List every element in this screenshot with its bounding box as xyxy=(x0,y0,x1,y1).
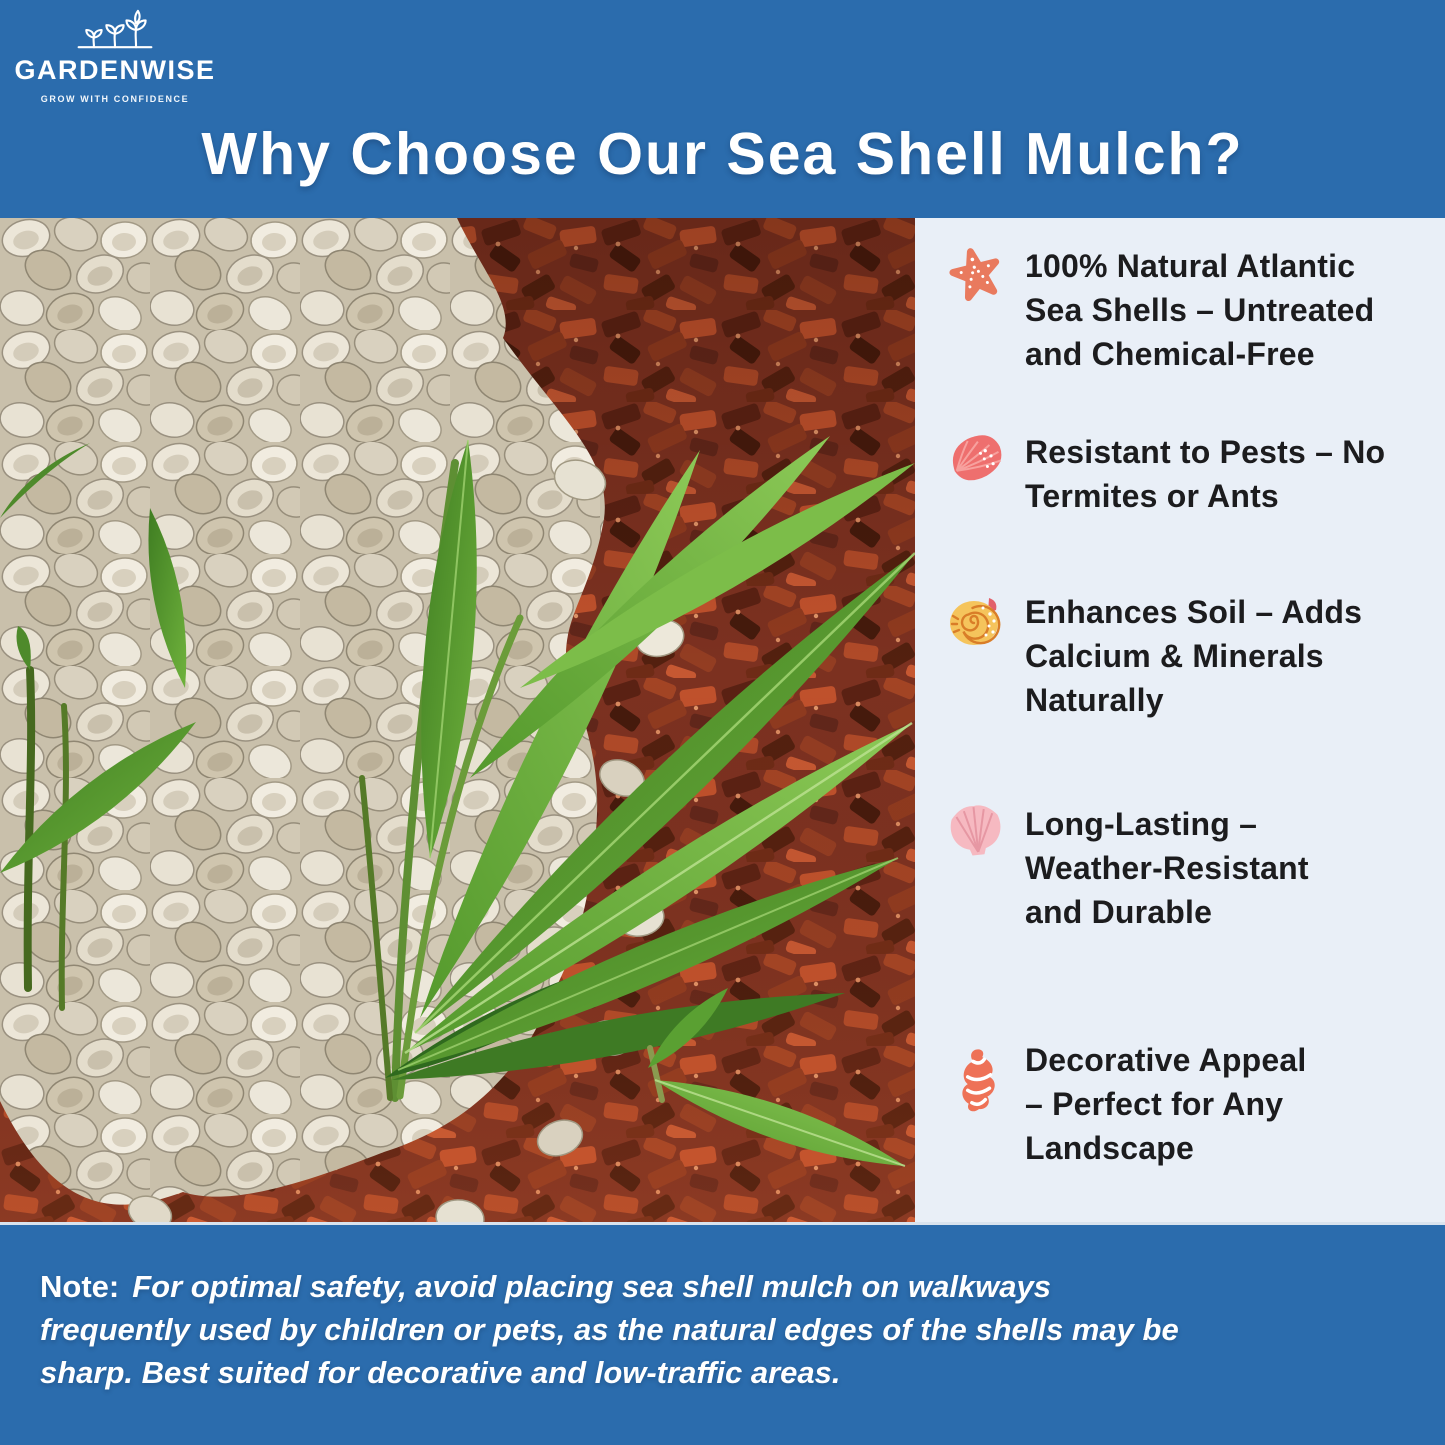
benefit-text: 100% Natural Atlantic Sea Shells – Untreated and Chemical-Free xyxy=(1025,248,1375,372)
product-photo xyxy=(0,218,915,1222)
spiral-shell-icon xyxy=(945,590,1007,650)
benefit-text: Resistant to Pests – No Termites or Ants xyxy=(1025,434,1386,514)
brand-logo xyxy=(14,8,216,104)
benefit-item-decorative xyxy=(945,1038,1435,1170)
brand-tagline: GROW WITH CONFIDENCE xyxy=(40,94,190,104)
benefit-text: Long-Lasting – Weather-Resistant and Durable xyxy=(1025,806,1309,930)
header-band xyxy=(0,0,1445,218)
fan-shell-icon xyxy=(945,430,1007,484)
benefit-item-natural xyxy=(945,244,1435,376)
benefit-text: Decorative Appeal – Perfect for Any Landscape xyxy=(1025,1042,1307,1166)
benefit-item-soil xyxy=(945,590,1435,722)
note-band xyxy=(0,1222,1445,1445)
note-line: frequently used by children or pets, as the natural edges of the shells may be xyxy=(40,1312,1179,1347)
benefit-item-durable xyxy=(945,802,1435,934)
safety-note xyxy=(40,1265,1420,1394)
conch-shell-icon xyxy=(945,1038,1007,1124)
benefit-text: Enhances Soil – Adds Calcium & Minerals Naturally xyxy=(1025,594,1363,718)
brand-name: GARDENWISE xyxy=(14,55,216,85)
benefits-panel xyxy=(915,218,1445,1222)
note-label: Note: xyxy=(40,1269,120,1304)
note-line: sharp. Best suited for decorative and low-traffic areas. xyxy=(40,1355,841,1390)
benefit-item-pests xyxy=(945,430,1435,518)
page-title: Why Choose Our Sea Shell Mulch? xyxy=(201,121,1244,187)
scallop-shell-icon xyxy=(945,802,1007,860)
starfish-icon xyxy=(945,244,1007,304)
seedlings-icon xyxy=(14,8,216,52)
note-line: For optimal safety, avoid placing sea shell mulch on walkways xyxy=(132,1269,1052,1304)
